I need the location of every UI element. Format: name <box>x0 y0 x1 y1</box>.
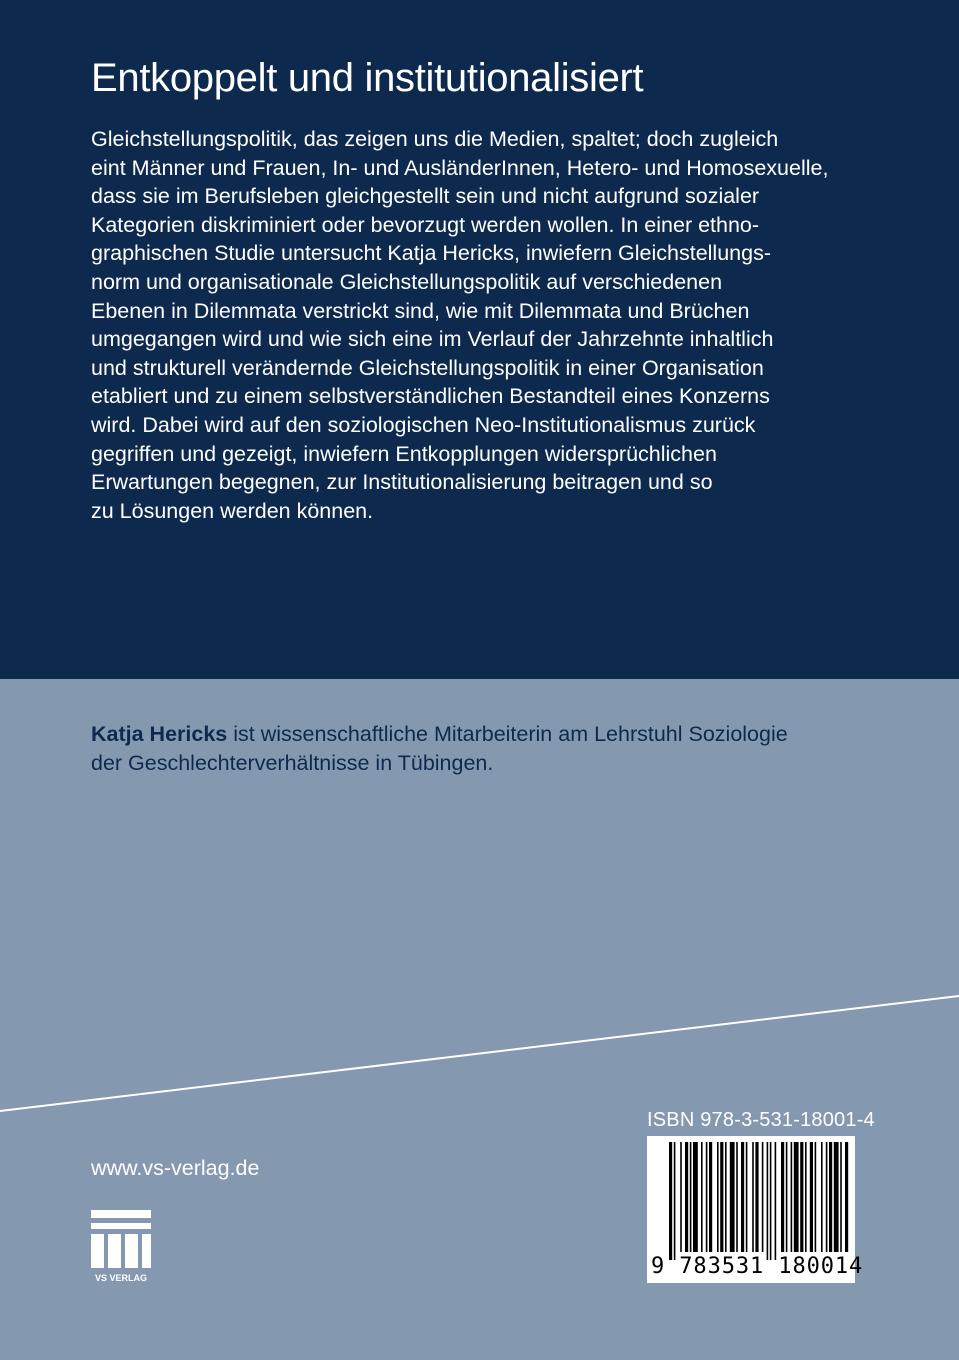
barcode-bar <box>815 1142 817 1252</box>
barcode-bar <box>693 1142 698 1252</box>
barcode-bar <box>717 1142 719 1252</box>
book-title: Entkoppelt und institutionalisiert <box>91 56 644 100</box>
barcode-bar <box>669 1142 672 1260</box>
barcode-bar <box>829 1142 832 1252</box>
barcode-bar <box>794 1142 799 1252</box>
blurb-line: dass sie im Berufsleben gleichgestellt sein und nicht aufgrund sozialer <box>91 184 760 209</box>
vs-verlag-logo-icon <box>91 1210 151 1285</box>
blurb-line: umgegangen wird und wie sich eine im Verlauf der Jahrzehnte inhaltlich <box>91 327 774 352</box>
author-name: Katja Hericks <box>91 722 228 746</box>
blurb-line: graphischen Studie untersucht Katja Hericks, inwiefern Gleichstellungs- <box>91 241 771 266</box>
barcode-bar <box>741 1142 744 1252</box>
barcode-bar <box>701 1142 703 1252</box>
blurb-line: und strukturell verändernde Gleichstellungspolitik in einer Organisation <box>91 355 764 380</box>
barcode-bar <box>720 1142 723 1252</box>
blurb-line: norm und organisationale Gleichstellungspolitik auf verschiedenen <box>91 269 723 294</box>
barcode-bar <box>725 1142 727 1252</box>
barcode-bar <box>770 1142 772 1260</box>
barcode-bar <box>800 1142 803 1252</box>
barcode-bar <box>680 1142 682 1252</box>
barcode-bar <box>736 1142 738 1252</box>
barcode-bar <box>755 1142 758 1252</box>
diagonal-divider-line <box>0 980 959 1120</box>
barcode-bar <box>752 1142 754 1252</box>
author-bio-line-1 <box>91 720 891 749</box>
blurb-line: etabliert und zu einem selbstverständlichen Bestandteil eines Konzerns <box>91 384 770 409</box>
isbn-label: ISBN 978-3-531-18001-4 <box>647 1109 875 1131</box>
barcode-bar <box>746 1142 748 1252</box>
logo-text: VS VERLAG <box>94 1273 148 1283</box>
barcode-bar <box>840 1142 842 1252</box>
blurb-line: gegriffen und gezeigt, inwiefern Entkopplungen widersprüchlichen <box>91 441 717 466</box>
barcode-bar <box>834 1142 839 1252</box>
blurb-line: Erwartungen begegnen, zur Institutionalisierung beitragen und so <box>91 470 713 495</box>
barcode-bar <box>821 1142 823 1252</box>
barcode-bar <box>781 1142 784 1252</box>
top-panel <box>0 0 959 679</box>
barcode-bar <box>706 1142 708 1252</box>
publisher-website: www.vs-verlag.de <box>91 1156 260 1180</box>
barcode-bar <box>786 1142 788 1252</box>
blurb-line: wird. Dabei wird auf den soziologischen Neo-Institutionalismus zurück <box>91 412 756 437</box>
barcode-bar <box>767 1142 769 1260</box>
blurb-line: Ebenen in Dilemmata verstrickt sind, wie mit Dilemmata und Brüchen <box>91 298 750 323</box>
author-bio-text-1: ist wissenschaftliche Mitarbeiterin am Lehrstuhl Soziologie <box>227 722 788 746</box>
barcode-digits: 9 783531 180014 <box>651 1254 864 1279</box>
isbn-barcode <box>647 1136 864 1283</box>
book-blurb <box>91 125 851 525</box>
author-bio <box>91 720 891 777</box>
barcode-bar <box>685 1142 688 1252</box>
barcode-bar <box>810 1142 813 1252</box>
barcode-bar <box>730 1142 735 1252</box>
barcode-bar <box>709 1142 712 1252</box>
barcode-bar <box>690 1142 692 1252</box>
barcode-bar <box>674 1142 676 1260</box>
barcode-bar <box>845 1142 848 1252</box>
blurb-line: zu Lösungen werden können. <box>91 498 374 523</box>
barcode-bar <box>791 1142 793 1252</box>
barcode-bar <box>762 1142 764 1252</box>
blurb-line: Kategorien diskriminiert oder bevorzugt werden wollen. In einer ethno- <box>91 212 760 237</box>
blurb-line: eint Männer und Frauen, In- und AusländerInnen, Hetero- und Homosexuelle, <box>91 155 829 180</box>
blurb-line: Gleichstellungspolitik, das zeigen uns die Medien, spaltet; doch zugleich <box>91 127 779 151</box>
barcode-bar <box>805 1142 807 1252</box>
barcode-bar <box>826 1142 828 1252</box>
barcode-bar <box>775 1142 777 1260</box>
author-bio-line-2: der Geschlechterverhältnisse in Tübingen. <box>91 750 494 775</box>
